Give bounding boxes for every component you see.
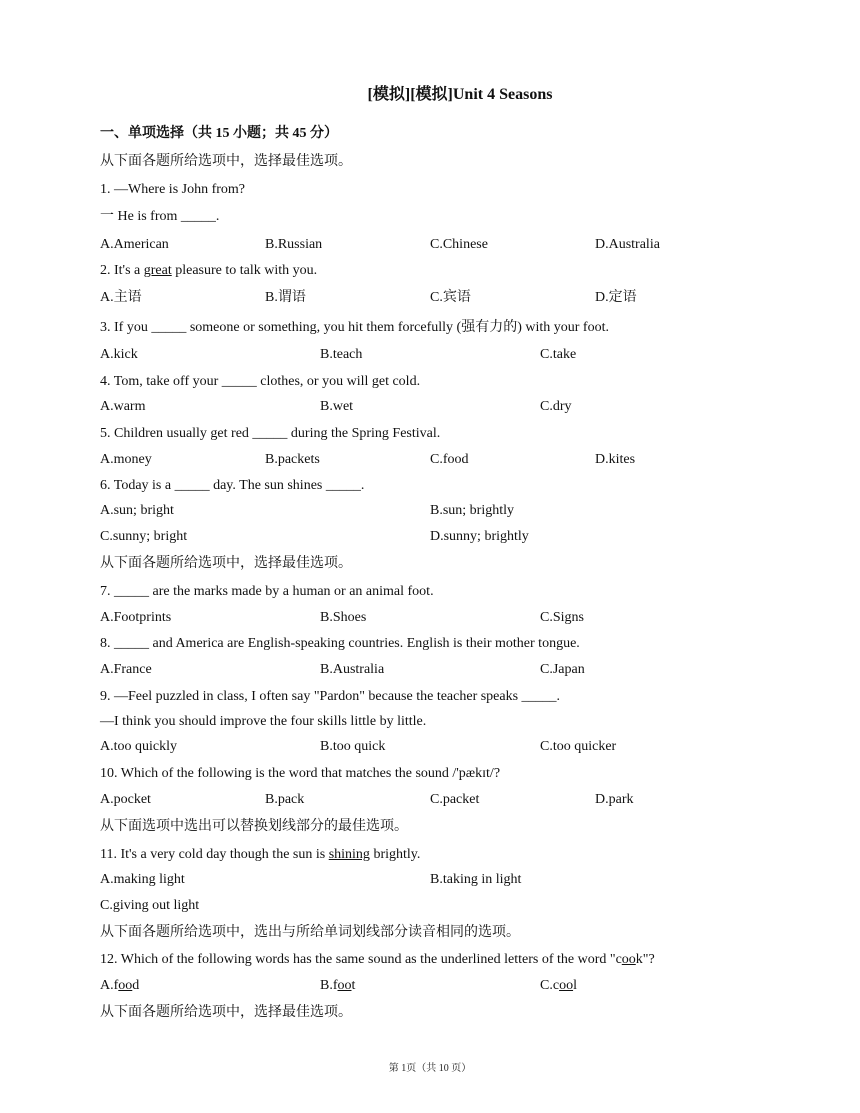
question-12-option-a [100, 977, 139, 995]
question-7-stem: 7. _____ are the marks made by a human or an animal foot. [100, 584, 434, 599]
question-11-option-c: C.giving out light [100, 898, 200, 913]
question-2-stem [100, 262, 317, 280]
question-1-option-c: C.Chinese [430, 237, 488, 252]
option-c-underlined: oo [559, 978, 574, 993]
question-10-option-c: C.packet [430, 792, 480, 807]
question-8-option-a: A.France [100, 662, 152, 677]
question-6-option-a: A.sun; bright [100, 503, 174, 518]
question-9-stem: 9. —Feel puzzled in class, I often say "Pardon" because the teacher speaks _____. [100, 689, 561, 704]
question-7-option-c: C.Signs [540, 610, 584, 625]
question-11-stem [100, 846, 420, 864]
question-10-option-a: A.pocket [100, 792, 151, 807]
question-1-option-a: A.American [100, 237, 169, 252]
question-3-option-b: B.teach [320, 347, 363, 362]
question-2-option-a: A.主语 [100, 290, 142, 305]
option-a-underlined: oo [118, 978, 133, 993]
question-2-stem-post: pleasure to talk with you. [171, 263, 318, 278]
question-1-stem: 1. —Where is John from? [100, 182, 246, 197]
question-8-option-c: C.Japan [540, 662, 585, 677]
question-1-stem-2: 一 He is from _____. [100, 209, 220, 224]
question-12-option-b [320, 977, 355, 995]
question-6-option-b: B.sun; brightly [430, 503, 515, 518]
question-3-option-c: C.take [540, 347, 577, 362]
question-2-underlined-word: great [143, 263, 172, 278]
option-c-pre: C.c [540, 978, 560, 993]
question-9-stem-2: —I think you should improve the four skills little by little. [100, 714, 427, 729]
question-8-option-b: B.Australia [320, 662, 385, 677]
question-9-option-c: C.too quicker [540, 739, 617, 754]
question-11-option-b: B.taking in light [430, 872, 522, 887]
instruction: 从下面各题所给选项中，选择最佳选项。 [100, 556, 352, 571]
question-7-option-a: A.Footprints [100, 610, 172, 625]
question-10-option-b: B.pack [265, 792, 305, 807]
question-4-option-a: A.warm [100, 399, 146, 414]
question-11-option-a: A.making light [100, 872, 185, 887]
question-12-stem-post: k"? [635, 952, 655, 967]
question-12-underlined-letters: oo [621, 952, 636, 967]
question-2-option-b: B.谓语 [265, 290, 306, 305]
question-5-option-a: A.money [100, 452, 152, 467]
question-1-option-d: D.Australia [595, 237, 660, 252]
question-12-stem-pre: 12. Which of the following words has the same sound as the underlined letters of the word "c [100, 952, 622, 967]
instruction: 从下面选项中选出可以替换划线部分的最佳选项。 [100, 819, 408, 834]
question-1-option-b: B.Russian [265, 237, 323, 252]
question-5-stem: 5. Children usually get red _____ during the Spring Festival. [100, 426, 441, 441]
option-b-underlined: oo [337, 978, 352, 993]
question-4-stem: 4. Tom, take off your _____ clothes, or you will get cold. [100, 374, 421, 389]
question-4-option-c: C.dry [540, 399, 572, 414]
option-b-post: t [351, 978, 356, 993]
question-11-stem-pre: 11. It's a very cold day though the sun is [100, 847, 329, 862]
question-5-option-b: B.packets [265, 452, 320, 467]
question-2-option-d: D.定语 [595, 290, 637, 305]
page-footer: 第 1页（共 10 页） [388, 1063, 472, 1074]
question-11-underlined-word: shining [328, 847, 370, 862]
question-10-option-d: D.park [595, 792, 634, 807]
question-3-option-a: A.kick [100, 347, 138, 362]
question-9-option-a: A.too quickly [100, 739, 177, 754]
question-7-option-b: B.Shoes [320, 610, 367, 625]
question-12-option-c [540, 977, 577, 995]
question-4-option-b: B.wet [320, 399, 354, 414]
instruction: 从下面各题所给选项中，选出与所给单词划线部分读音相同的选项。 [100, 925, 520, 940]
instruction: 从下面各题所给选项中，选择最佳选项。 [100, 1005, 352, 1020]
question-12-stem [100, 951, 655, 969]
question-2-stem-pre: 2. It's a [100, 263, 144, 278]
question-2-option-c: C.宾语 [430, 290, 471, 305]
question-9-option-b: B.too quick [320, 739, 386, 754]
question-6-stem: 6. Today is a _____ day. The sun shines _____. [100, 478, 365, 493]
question-10-stem: 10. Which of the following is the word that matches the sound /'pækɪt/? [100, 766, 501, 781]
option-b-pre: B.f [320, 978, 338, 993]
option-a-post: d [132, 978, 140, 993]
question-6-option-d: D.sunny; brightly [430, 529, 529, 544]
question-5-option-d: D.kites [595, 452, 636, 467]
question-11-stem-post: brightly. [369, 847, 421, 862]
question-6-option-c: C.sunny; bright [100, 529, 188, 544]
question-8-stem: 8. _____ and America are English-speaking countries. English is their mother tongue. [100, 636, 580, 651]
question-3-stem: 3. If you _____ someone or something, you hit them forcefully (强有力的) with your foot. [100, 320, 609, 335]
question-5-option-c: C.food [430, 452, 469, 467]
page-title: [模拟][模拟]Unit 4 Seasons [367, 86, 553, 103]
option-a-pre: A.f [100, 978, 119, 993]
section-heading: 一、单项选择（共 15 小题；共 45 分） [100, 126, 338, 141]
option-c-post: l [573, 978, 577, 993]
instruction: 从下面各题所给选项中，选择最佳选项。 [100, 154, 352, 169]
